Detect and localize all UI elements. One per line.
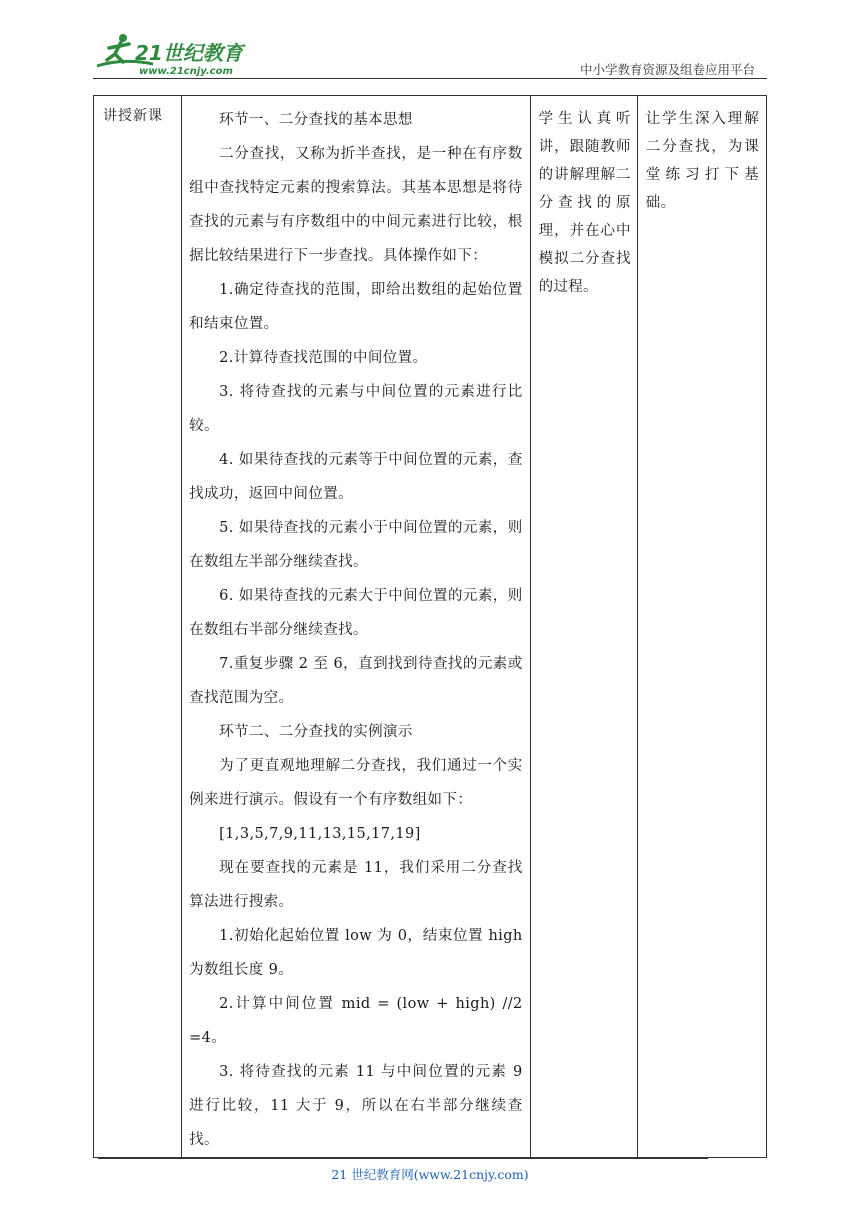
footer-divider [98,1158,708,1159]
content-paragraph: 6. 如果待查找的元素大于中间位置的元素，则在数组右半部分继续查找。 [189,588,523,638]
content-paragraph: 环节二、二分查找的实例演示 [219,724,413,740]
platform-name: 中小学教育资源及组卷应用平台 [579,62,755,77]
section-label: 讲授新课 [103,108,163,124]
content-paragraph: 2.计算待查找范围的中间位置。 [219,350,428,366]
content-cell [182,96,531,1158]
section-cell [94,96,182,1158]
content-paragraph: 二分查找，又称为折半查找，是一种在有序数组中查找特定元素的搜索算法。其基本思想是将待查找的元素与有序数组中的中间元素进行比较，根据比较结果进行下一步查找。具体操作如下： [189,146,523,264]
svg-text:21世纪教育: 21世纪教育 [135,41,243,65]
table-row [94,96,767,1158]
content-paragraph: 7.重复步骤 2 至 6，直到找到待查找的元素或查找范围为空。 [189,656,523,706]
footer-link[interactable]: 21 世纪教育网(www.21cnjy.com) [331,1167,529,1182]
content-paragraph: 1.初始化起始位置 low 为 0，结束位置 high 为数组长度 9。 [189,928,523,978]
page-header [93,30,767,80]
svg-text:www.21cnjy.com: www.21cnjy.com [139,66,233,77]
content-paragraph: 环节一、二分查找的基本思想 [219,112,413,128]
design-intent-cell [637,96,766,1158]
content-paragraph: 3. 将待查找的元素与中间位置的元素进行比较。 [189,384,523,434]
student-activity-cell [530,96,637,1158]
content-paragraph: 4. 如果待查找的元素等于中间位置的元素，查找成功，返回中间位置。 [189,452,523,502]
lesson-table [93,95,767,1158]
content-paragraph: 现在要查找的元素是 11，我们采用二分查找算法进行搜索。 [189,860,523,910]
design-intent-text: 让学生深入理解二分查找，为课堂练习打下基础。 [645,111,759,211]
content-paragraph: 为了更直观地理解二分查找，我们通过一个实例来进行演示。假设有一个有序数组如下： [189,758,523,808]
content-paragraph: 2.计算中间位置 mid = (low + high) //2 =4。 [189,996,523,1046]
content-paragraph: [1,3,5,7,9,11,13,15,17,19] [219,826,421,842]
content-paragraph: 5. 如果待查找的元素小于中间位置的元素，则在数组左半部分继续查找。 [189,520,523,570]
header-divider [93,78,767,79]
student-activity-text: 学生认真听讲，跟随教师的讲解理解二分查找的原理，并在心中模拟二分查找的过程。 [538,111,631,295]
content-paragraph: 3. 将待查找的元素 11 与中间位置的元素 9 进行比较，11 大于 9，所以在右半部分继续查找。 [189,1064,523,1148]
content-paragraph: 1.确定待查找的范围，即给出数组的起始位置和结束位置。 [189,282,523,332]
logo-21cnjy [93,30,263,78]
